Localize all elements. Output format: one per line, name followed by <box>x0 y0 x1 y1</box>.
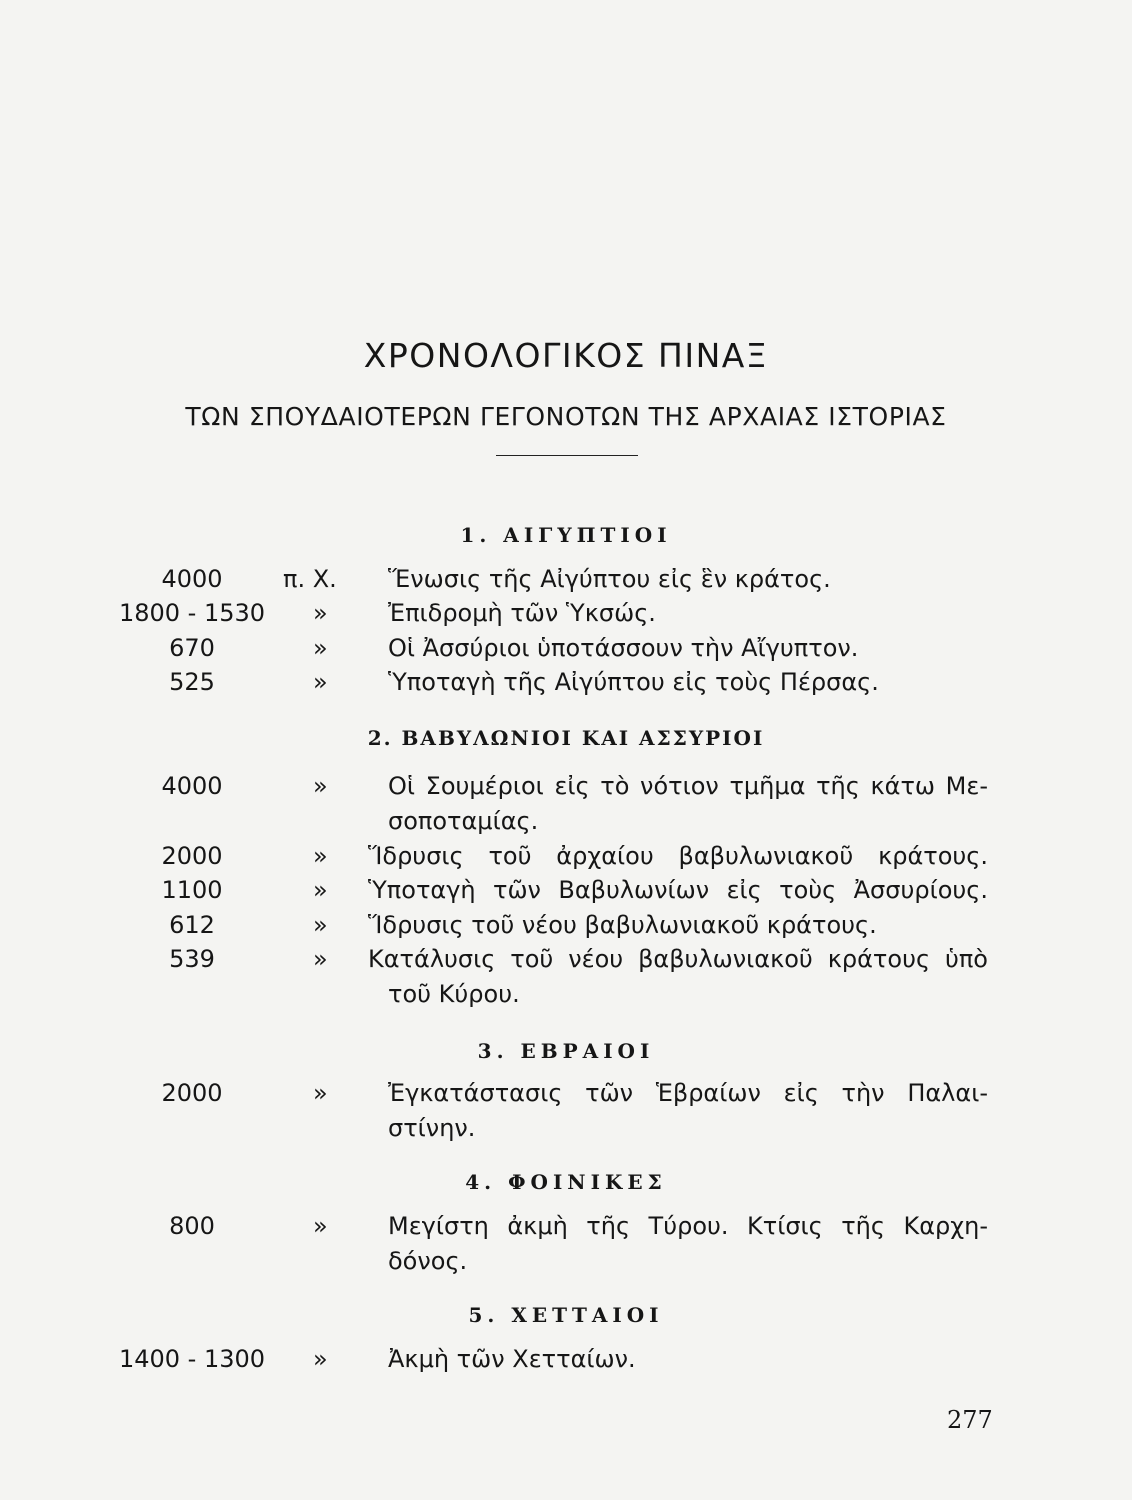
ditto-marker: » <box>313 945 328 973</box>
year: 670 <box>169 634 215 662</box>
table-row-continuation <box>0 977 1132 1011</box>
event-text: Ἐπιδρομὴ τῶν Ὑκσώς. <box>388 599 656 627</box>
ditto-marker: » <box>313 911 328 939</box>
table-row <box>0 908 1132 942</box>
title-divider <box>496 455 638 456</box>
section-heading-phoenicians: 4. ΦΟΙΝΙΚΕΣ <box>465 1170 667 1194</box>
year: 4000 <box>161 772 223 800</box>
year: 2000 <box>161 1079 223 1107</box>
section-heading-hebrews: 3. ΕΒΡΑΙΟΙ <box>477 1039 655 1063</box>
section-heading-egyptians: 1. ΑΙΓΥΠΤΙΟΙ <box>460 523 672 547</box>
section-heading-hittites: 5. ΧΕΤΤΑΙΟΙ <box>468 1303 664 1327</box>
era-marker: π. Χ. <box>283 565 337 593</box>
table-row <box>0 873 1132 907</box>
event-text: Οἱ Σουμέριοι εἰς τὸ νότιον τμῆμα τῆς κάτω Με- <box>388 772 988 800</box>
table-row <box>0 665 1132 699</box>
year: 1800 - 1530 <box>118 599 266 627</box>
ditto-marker: » <box>313 599 328 627</box>
table-row <box>0 631 1132 665</box>
table-row <box>0 769 1132 803</box>
ditto-marker: » <box>313 876 328 904</box>
table-row <box>0 942 1132 976</box>
event-text: Ὑποταγὴ τῶν Βαβυλωνίων εἰς τοὺς Ἀσσυρίους. <box>368 876 988 904</box>
table-row-continuation <box>0 1244 1132 1278</box>
event-text: Ἕνωσις τῆς Αἰγύπτου εἰς ἓν κράτος. <box>388 565 831 593</box>
event-continuation: σοποταμίας. <box>388 807 539 835</box>
event-text: Μεγίστη ἀκμὴ τῆς Τύρου. Κτίσις τῆς Καρχη- <box>388 1212 988 1240</box>
event-text: Κατάλυσις τοῦ νέου βαβυλωνιακοῦ κράτους ὑπὸ <box>368 945 988 973</box>
page-number: 277 <box>947 1406 993 1434</box>
ditto-marker: » <box>313 1079 328 1107</box>
year: 539 <box>169 945 215 973</box>
table-row <box>0 1209 1132 1243</box>
year: 4000 <box>161 565 223 593</box>
page-subtitle: ΤΩΝ ΣΠΟΥΔΑΙΟΤΕΡΩΝ ΓΕΓΟΝΟΤΩΝ ΤΗΣ ΑΡΧΑΙΑΣ ΙΣΤΟΡΙΑΣ <box>185 402 947 431</box>
page-title: ΧΡΟΝΟΛΟΓΙΚΟΣ ΠΙΝΑΞ <box>363 336 769 375</box>
event-text: Ἀκμὴ τῶν Χετταίων. <box>388 1345 636 1373</box>
ditto-marker: » <box>313 634 328 662</box>
table-row-continuation <box>0 804 1132 838</box>
event-continuation: δόνος. <box>388 1247 468 1275</box>
table-row-continuation <box>0 1111 1132 1145</box>
event-text: Οἱ Ἀσσύριοι ὑποτάσσουν τὴν Αἴγυπτον. <box>388 634 859 662</box>
ditto-marker: » <box>313 1345 328 1373</box>
table-row <box>0 839 1132 873</box>
ditto-marker: » <box>313 772 328 800</box>
year: 1100 <box>161 876 223 904</box>
event-text: Ἐγκατάστασις τῶν Ἑβραίων εἰς τὴν Παλαι- <box>388 1079 988 1107</box>
year: 800 <box>169 1212 215 1240</box>
ditto-marker: » <box>313 668 328 696</box>
event-text: Ἵδρυσις τοῦ νέου βαβυλωνιακοῦ κράτους. <box>368 911 877 939</box>
table-row <box>0 562 1132 596</box>
event-continuation: τοῦ Κύρου. <box>388 980 520 1008</box>
event-text: Ἵδρυσις τοῦ ἀρχαίου βαβυλωνιακοῦ κράτους. <box>368 842 988 870</box>
ditto-marker: » <box>313 1212 328 1240</box>
table-row <box>0 1342 1132 1376</box>
year: 1400 - 1300 <box>118 1345 266 1373</box>
ditto-marker: » <box>313 842 328 870</box>
year: 612 <box>169 911 215 939</box>
table-row <box>0 596 1132 630</box>
table-row <box>0 1076 1132 1110</box>
section-heading-babylonians-assyrians: 2. ΒΑΒΥΛΩΝΙΟΙ ΚΑΙ ΑΣΣΥΡΙΟΙ <box>367 726 765 750</box>
event-continuation: στίνην. <box>388 1114 476 1142</box>
year: 525 <box>169 668 215 696</box>
event-text: Ὑποταγὴ τῆς Αἰγύπτου εἰς τοὺς Πέρσας. <box>388 668 879 696</box>
year: 2000 <box>161 842 223 870</box>
